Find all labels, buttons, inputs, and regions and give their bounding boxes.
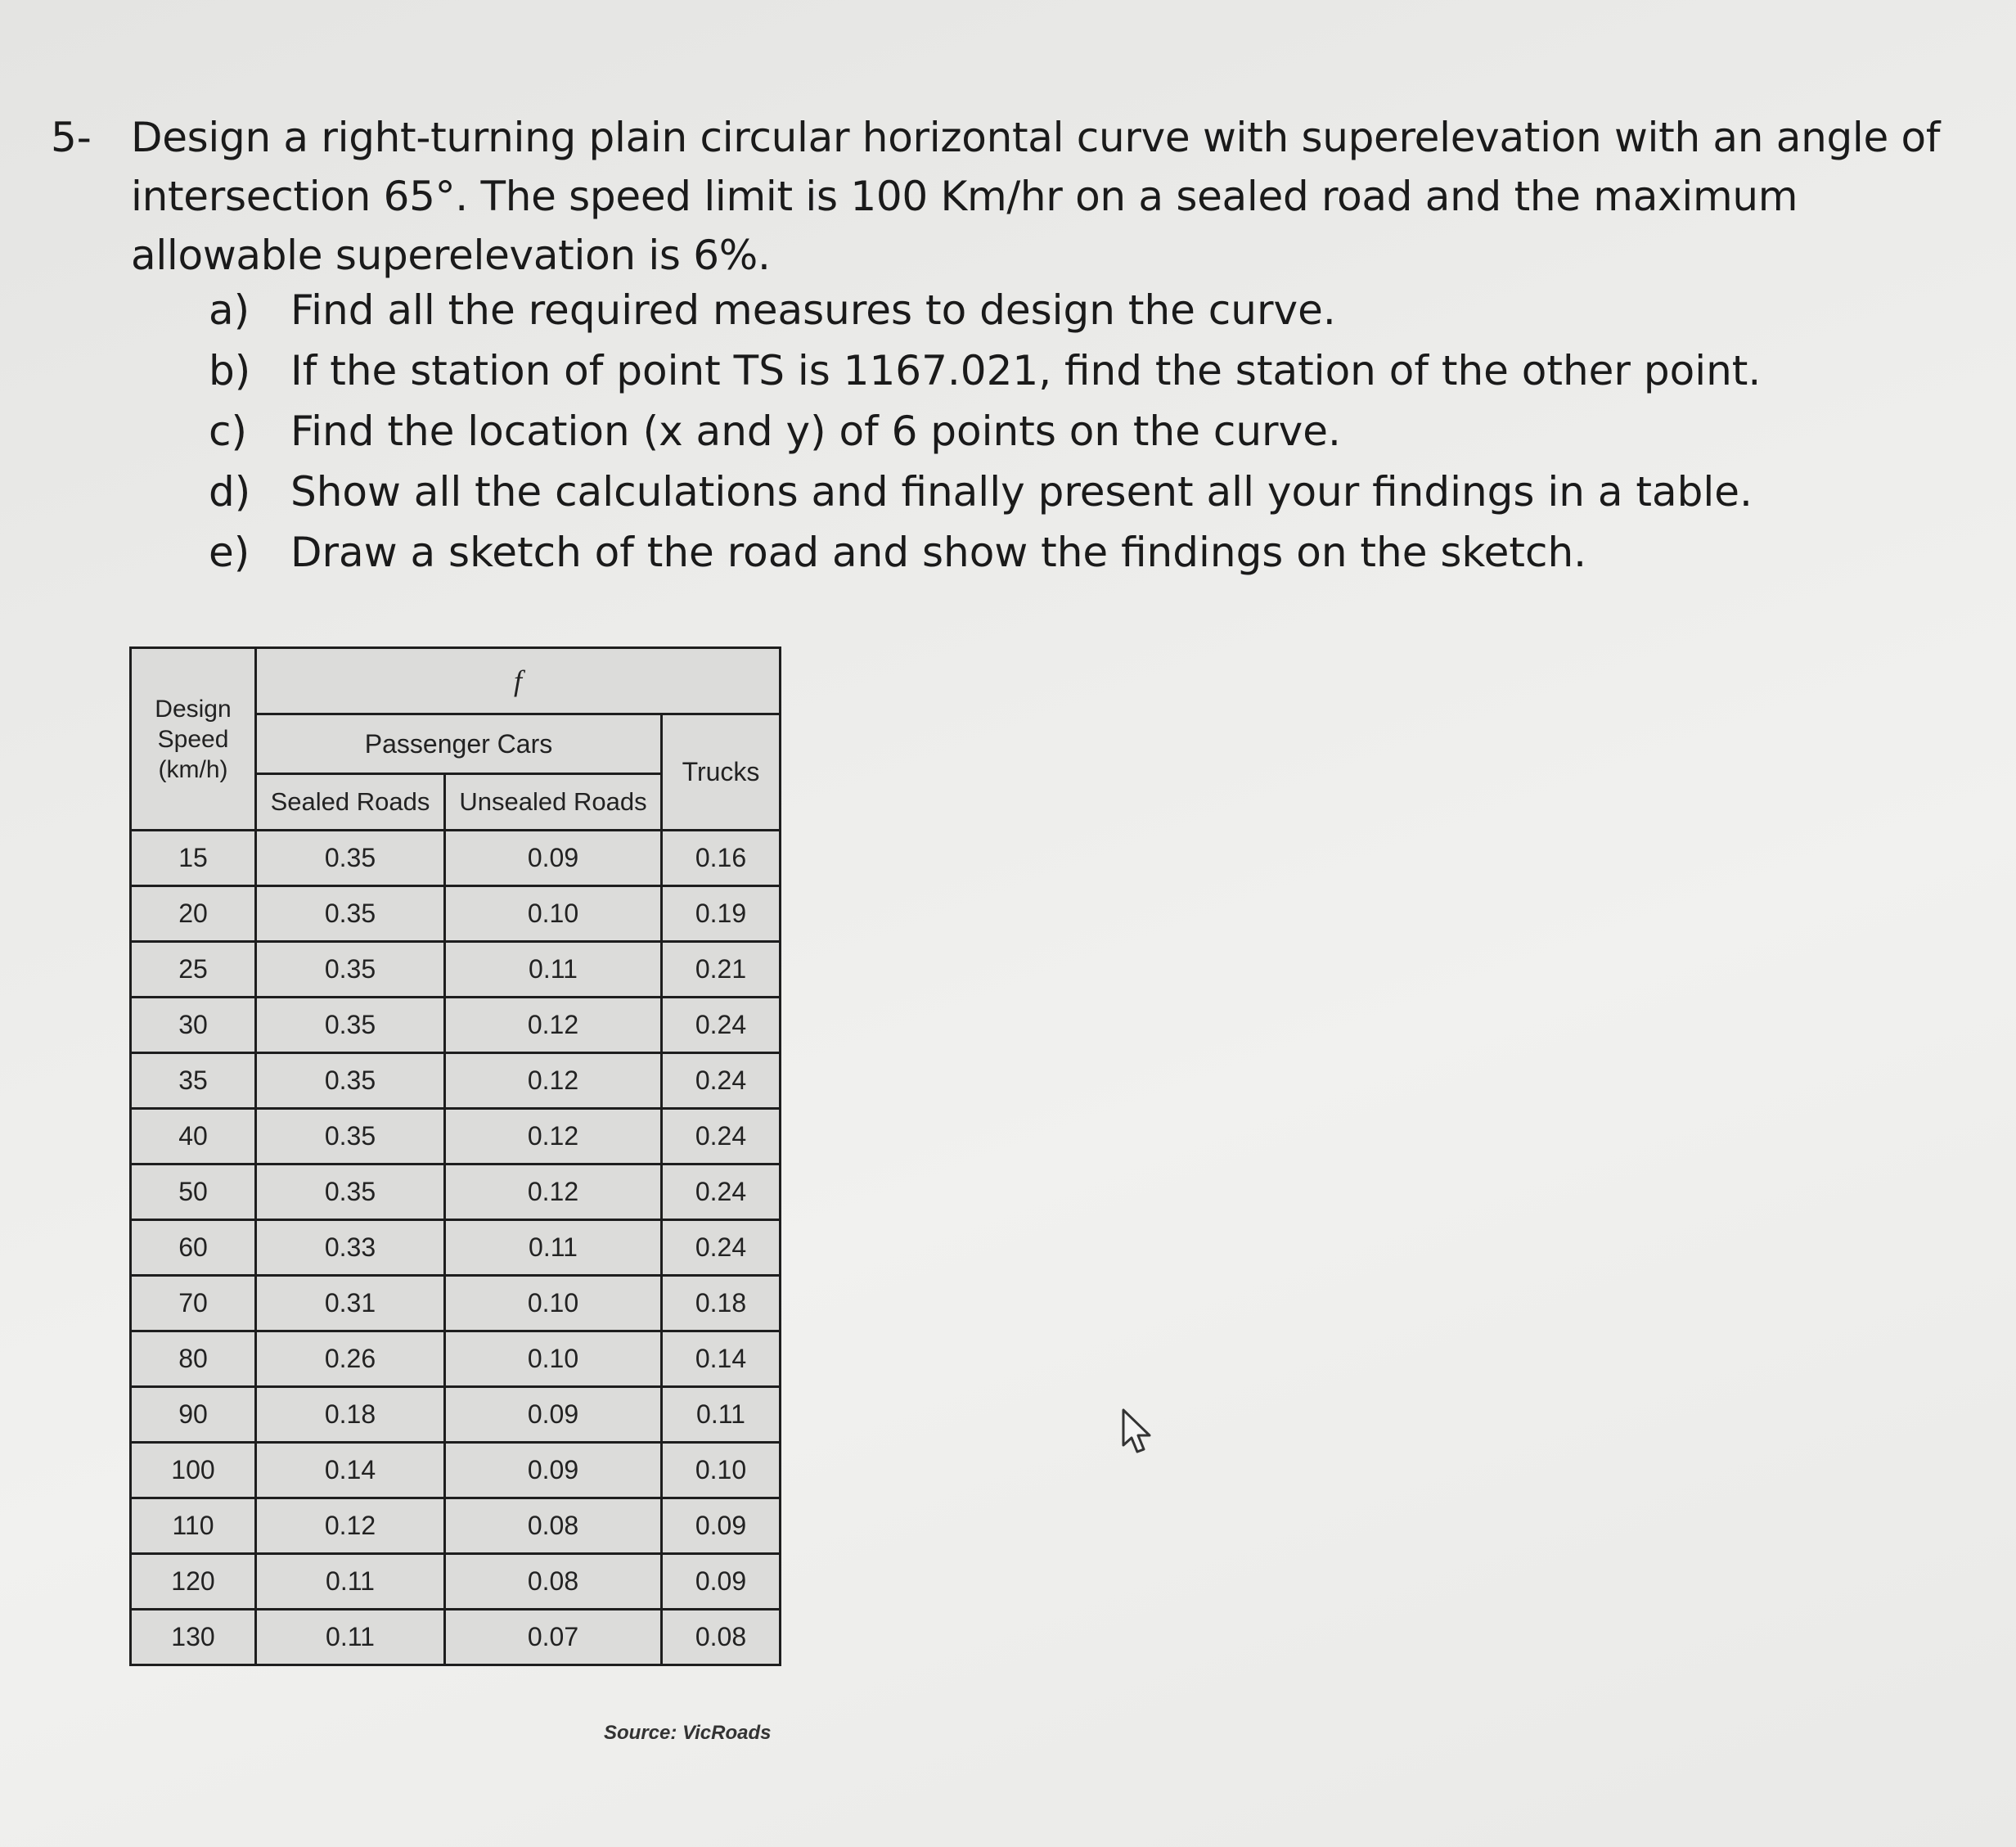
- cell-trucks: 0.21: [662, 942, 781, 998]
- cell-trucks: 0.10: [662, 1443, 781, 1498]
- table-row: [131, 998, 781, 1053]
- cell-trucks: 0.19: [662, 886, 781, 942]
- cell-sealed: 0.35: [256, 1165, 445, 1220]
- part-letter: b): [209, 347, 251, 394]
- part-text: If the station of point TS is 1167.021, find the station of the other point.: [290, 347, 1762, 394]
- cell-speed: 25: [131, 942, 256, 998]
- cell-trucks: 0.09: [662, 1554, 781, 1610]
- cell-unsealed: 0.09: [445, 1443, 662, 1498]
- table-row: [131, 1610, 781, 1665]
- cell-speed: 120: [131, 1554, 256, 1610]
- part-letter: e): [209, 529, 250, 576]
- cell-unsealed: 0.12: [445, 998, 662, 1053]
- question-part: [209, 462, 1845, 522]
- part-text: Show all the calculations and finally present all your findings in a table.: [290, 468, 1753, 516]
- cell-sealed: 0.35: [256, 1109, 445, 1165]
- question-block: [0, 0, 2016, 589]
- cell-sealed: 0.33: [256, 1220, 445, 1276]
- cell-sealed: 0.35: [256, 886, 445, 942]
- cell-unsealed: 0.12: [445, 1053, 662, 1109]
- question-part: [209, 340, 1845, 401]
- cell-sealed: 0.14: [256, 1443, 445, 1498]
- table-row: [131, 1165, 781, 1220]
- part-letter: a): [209, 286, 250, 334]
- question-part: [209, 280, 1845, 340]
- cell-speed: 50: [131, 1165, 256, 1220]
- cell-trucks: 0.24: [662, 1109, 781, 1165]
- cell-trucks: 0.18: [662, 1276, 781, 1331]
- cell-unsealed: 0.09: [445, 1387, 662, 1443]
- cell-speed: 40: [131, 1109, 256, 1165]
- cell-sealed: 0.26: [256, 1331, 445, 1387]
- header-trucks: Trucks: [662, 714, 781, 831]
- table-row: [131, 1554, 781, 1610]
- cell-unsealed: 0.11: [445, 1220, 662, 1276]
- cell-sealed: 0.35: [256, 831, 445, 886]
- part-text: Find all the required measures to design the curve.: [290, 286, 1336, 334]
- part-text: Find the location (x and y) of 6 points on the curve.: [290, 408, 1341, 455]
- table-row: [131, 1498, 781, 1554]
- cell-speed: 130: [131, 1610, 256, 1665]
- cell-trucks: 0.14: [662, 1331, 781, 1387]
- question-part: [209, 401, 1845, 462]
- table-source-note: Source: VicRoads: [604, 1722, 772, 1744]
- cell-speed: 15: [131, 831, 256, 886]
- cell-speed: 20: [131, 886, 256, 942]
- table-row: [131, 1276, 781, 1331]
- cell-unsealed: 0.10: [445, 886, 662, 942]
- question-part: [209, 522, 1845, 583]
- cell-unsealed: 0.10: [445, 1331, 662, 1387]
- cell-trucks: 0.16: [662, 831, 781, 886]
- cell-trucks: 0.08: [662, 1610, 781, 1665]
- cell-speed: 70: [131, 1276, 256, 1331]
- table-row: [131, 942, 781, 998]
- table-row: [131, 886, 781, 942]
- cell-sealed: 0.12: [256, 1498, 445, 1554]
- cell-speed: 100: [131, 1443, 256, 1498]
- part-text: Draw a sketch of the road and show the findings on the sketch.: [290, 529, 1587, 576]
- mouse-pointer-icon: [1121, 1408, 1157, 1457]
- cell-speed: 110: [131, 1498, 256, 1554]
- table-row: [131, 1443, 781, 1498]
- cell-trucks: 0.09: [662, 1498, 781, 1554]
- header-passenger-cars: Passenger Cars: [256, 714, 662, 774]
- part-letter: d): [209, 468, 251, 516]
- question-text: Design a right-turning plain circular horizontal curve with superelevation with an angle of intersection 65°. The speed limit is 100 Km/hr on a sealed road and the maximum allowable superelevation is 6%.: [131, 114, 1941, 279]
- cell-sealed: 0.35: [256, 1053, 445, 1109]
- friction-factor-table: [129, 646, 781, 1666]
- cell-speed: 35: [131, 1053, 256, 1109]
- cell-sealed: 0.11: [256, 1554, 445, 1610]
- friction-table-wrapper: [129, 646, 781, 1666]
- cell-speed: 90: [131, 1387, 256, 1443]
- cell-speed: 30: [131, 998, 256, 1053]
- table-row: [131, 1053, 781, 1109]
- table-row: [131, 1109, 781, 1165]
- cell-unsealed: 0.08: [445, 1498, 662, 1554]
- question-parts: [209, 280, 1845, 583]
- cell-sealed: 0.35: [256, 942, 445, 998]
- cell-unsealed: 0.12: [445, 1165, 662, 1220]
- table-row: [131, 1331, 781, 1387]
- question-number: 5-: [51, 114, 92, 161]
- header-f: f: [256, 648, 781, 714]
- cell-trucks: 0.11: [662, 1387, 781, 1443]
- cell-speed: 60: [131, 1220, 256, 1276]
- cell-speed: 80: [131, 1331, 256, 1387]
- header-design-speed: Design Speed (km/h): [131, 648, 256, 831]
- cell-unsealed: 0.11: [445, 942, 662, 998]
- table-row: [131, 831, 781, 886]
- header-unsealed-roads: Unsealed Roads: [445, 774, 662, 831]
- cell-sealed: 0.11: [256, 1610, 445, 1665]
- cell-trucks: 0.24: [662, 998, 781, 1053]
- cell-unsealed: 0.08: [445, 1554, 662, 1610]
- cell-unsealed: 0.10: [445, 1276, 662, 1331]
- cell-sealed: 0.35: [256, 998, 445, 1053]
- part-letter: c): [209, 408, 247, 455]
- header-sealed-roads: Sealed Roads: [256, 774, 445, 831]
- cell-trucks: 0.24: [662, 1053, 781, 1109]
- cell-unsealed: 0.12: [445, 1109, 662, 1165]
- cell-trucks: 0.24: [662, 1220, 781, 1276]
- table-row: [131, 1220, 781, 1276]
- table-row: [131, 1387, 781, 1443]
- cell-sealed: 0.31: [256, 1276, 445, 1331]
- cell-unsealed: 0.09: [445, 831, 662, 886]
- cell-trucks: 0.24: [662, 1165, 781, 1220]
- cell-unsealed: 0.07: [445, 1610, 662, 1665]
- cell-sealed: 0.18: [256, 1387, 445, 1443]
